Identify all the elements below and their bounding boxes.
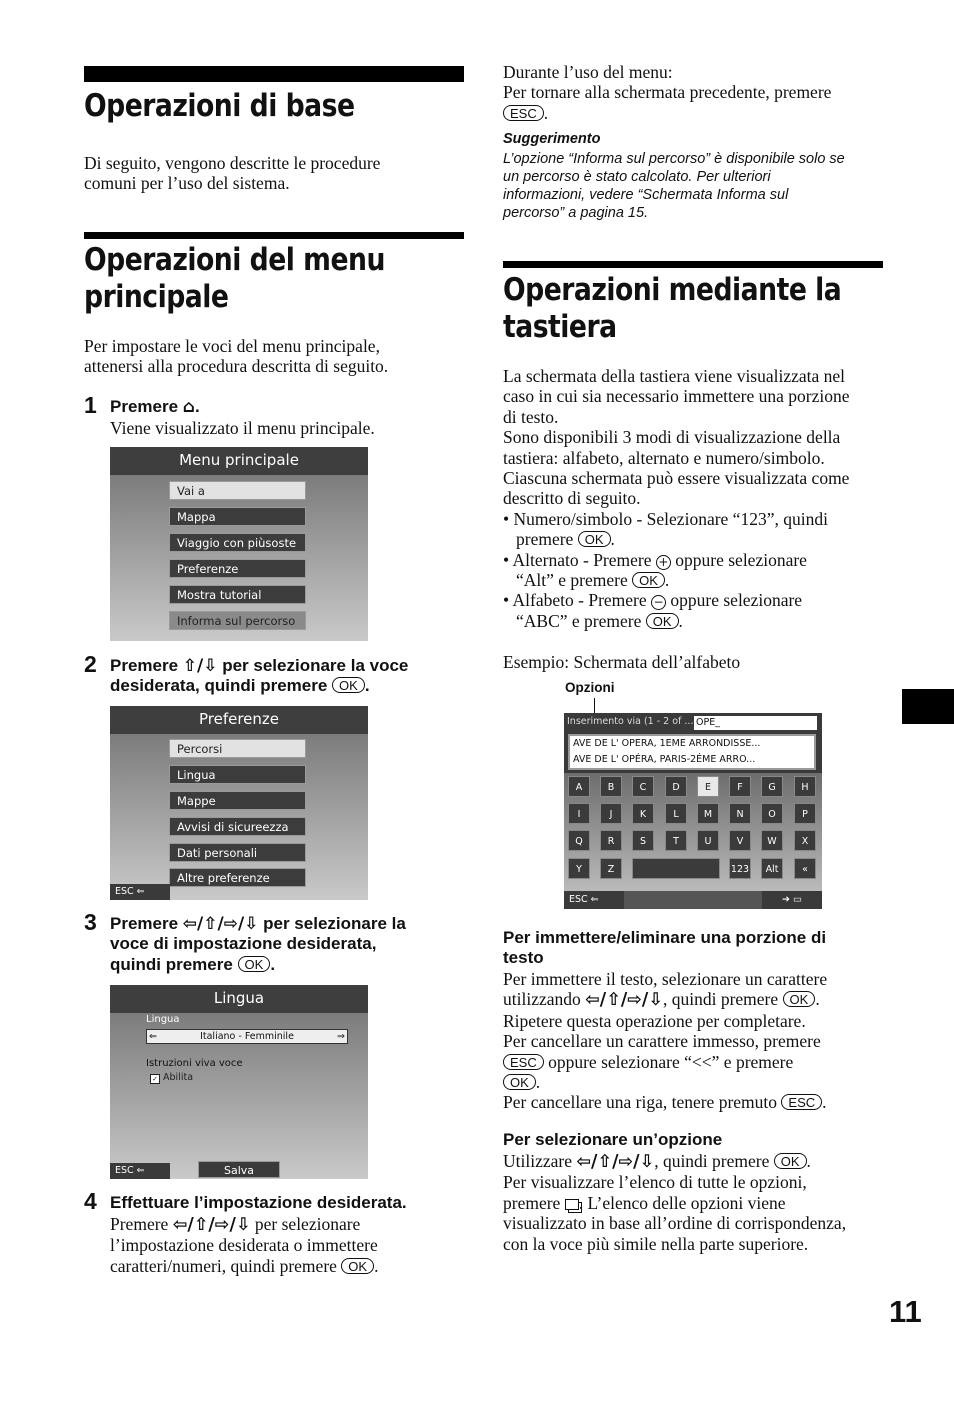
key-Q[interactable]: Q <box>568 830 590 851</box>
screen-title: Menu principale <box>179 451 299 469</box>
voice-checkbox[interactable]: ✓ Abilita <box>150 1072 193 1084</box>
step-number: 1 <box>84 392 97 418</box>
step-title: Premere ⇧/⇩ per selezionare la voce desiderata, quindi premere OK . <box>110 656 409 696</box>
zoom-in-icon: + <box>656 555 671 570</box>
ok-key-icon: OK <box>503 1074 536 1090</box>
section-rule <box>84 66 464 82</box>
results-list <box>568 734 816 770</box>
list-item[interactable]: AVE DE L' OPERA, 1EME ARRONDISSE... <box>573 738 761 749</box>
checkbox-icon[interactable]: ✓ <box>150 1074 160 1084</box>
key-W[interactable]: W <box>761 830 783 851</box>
four-arrows-icon: ⇦/⇧/⇨/⇩ <box>182 914 259 934</box>
key-I[interactable]: I <box>568 803 590 824</box>
key-D[interactable]: D <box>665 776 687 797</box>
step-number: 2 <box>84 651 97 677</box>
menu-item[interactable]: Mostra tutorial <box>169 585 306 604</box>
section-rule <box>84 232 464 239</box>
section-title: Operazioni mediante la tastiera <box>503 272 842 345</box>
section-intro: Per impostare le voci del menu principale, attenersi alla procedura descritta di seguito. <box>84 336 389 377</box>
step-body: Premere ⇦/⇧/⇨/⇩ per selezionare l’impostazione desiderata o immettere caratteri/numeri, quindi premere OK . <box>110 1214 379 1276</box>
ok-key-icon: OK <box>238 956 271 972</box>
ok-key-icon: OK <box>646 613 679 629</box>
esc-key-icon: ESC <box>781 1094 822 1110</box>
space-key[interactable] <box>632 858 720 879</box>
menu-item[interactable]: Altre preferenze <box>169 868 306 887</box>
four-arrows-icon: ⇦/⇧/⇨/⇩ <box>576 1152 655 1172</box>
esc-button[interactable]: ESC ⇐ <box>564 891 624 909</box>
key-T[interactable]: T <box>665 830 687 851</box>
field-label: Istruzioni viva voce <box>146 1058 243 1069</box>
step-title: Premere ⇦/⇧/⇨/⇩ per selezionare la voce di impostazione desiderata, quindi premere OK . <box>110 914 406 974</box>
list-item[interactable]: AVE DE L' OPÉRA, PARIS-2ÉME ARRO... <box>573 754 756 765</box>
page-number: 11 <box>889 1294 922 1329</box>
key-K[interactable]: K <box>632 803 654 824</box>
menu-item[interactable]: Mappa <box>169 507 306 526</box>
key-M[interactable]: M <box>697 803 719 824</box>
key-R[interactable]: R <box>600 830 622 851</box>
numeric-mode-key[interactable]: 123 <box>729 858 751 879</box>
step-number: 4 <box>84 1188 97 1214</box>
home-icon: ⌂ <box>182 397 195 417</box>
options-callout: Opzioni <box>565 680 615 695</box>
save-button[interactable]: Salva <box>198 1161 280 1178</box>
menu-item[interactable]: Viaggio con piùsoste <box>169 533 306 552</box>
subsection-title: Per selezionare un’opzione <box>503 1130 723 1149</box>
keyboard-screen <box>564 713 822 909</box>
key-F[interactable]: F <box>729 776 751 797</box>
arrow-right-icon[interactable]: ⇒ <box>337 1031 345 1042</box>
section-intro: Di seguito, vengono descritte le procedure comuni per l’uso del sistema. <box>84 153 381 194</box>
menu-screen <box>110 447 368 641</box>
subsection-title: Per immettere/eliminare una porzione di testo <box>503 928 827 968</box>
menu-item[interactable]: Percorsi <box>169 739 306 758</box>
four-arrows-icon: ⇦/⇧/⇨/⇩ <box>585 990 663 1011</box>
subsection-body: Per immettere il testo, selezionare un carattere utilizzando ⇦/⇧/⇨/⇩, quindi premere OK . Ripetere questa operazione per completare. Per cancellare un carattere immesso, premere ESC oppure selezionare “<<” e premere OK . Per cancellare una riga, tenere premuto ESC . <box>503 969 828 1113</box>
key-Y[interactable]: Y <box>568 858 590 879</box>
alt-mode-key[interactable]: Alt <box>761 858 783 879</box>
section-tab <box>902 689 954 724</box>
esc-key-icon: ESC <box>503 1054 544 1070</box>
key-B[interactable]: B <box>600 776 622 797</box>
ok-key-icon: OK <box>341 1258 374 1274</box>
prefs-screen <box>110 706 368 900</box>
key-E[interactable]: E <box>697 776 719 797</box>
tip-text: L’opzione “Informa sul percorso” è disponibile solo se un percorso è stato calcolato. Per ulteriori informazioni, vedere “Schermata Informa sul percorso” a pagina 15. <box>503 151 845 221</box>
esc-button[interactable]: ESC ⇐ <box>110 884 170 900</box>
step-number: 3 <box>84 909 97 935</box>
key-P[interactable]: P <box>794 803 816 824</box>
field-label: Lingua <box>146 1014 180 1025</box>
esc-button[interactable]: ESC ⇐ <box>110 1163 170 1179</box>
up-down-arrows-icon: ⇧/⇩ <box>182 656 218 676</box>
menu-item[interactable]: Dati personali <box>169 843 306 862</box>
key-C[interactable]: C <box>632 776 654 797</box>
step-title: Effettuare l’impostazione desiderata. <box>110 1193 407 1212</box>
language-select[interactable]: ⇐ Italiano - Femminile ⇒ <box>146 1029 348 1044</box>
ok-key-icon: OK <box>774 1153 807 1169</box>
key-G[interactable]: G <box>761 776 783 797</box>
menu-item[interactable]: Informa sul percorso <box>169 611 306 630</box>
key-V[interactable]: V <box>729 830 751 851</box>
step-body: Viene visualizzato il menu principale. <box>110 418 375 438</box>
subsection-body: Utilizzare ⇦/⇧/⇨/⇩, quindi premere OK . Per visualizzare l’elenco di tutte le opzioni, premere . L’elenco delle opzioni viene visualizzato in base all’ordine di corrispondenza, con la voce più simile nella parte superiore. <box>503 1151 847 1254</box>
section-title: Operazioni del menu principale <box>84 242 385 315</box>
tip-title: Suggerimento <box>503 131 601 147</box>
menu-item[interactable]: Preferenze <box>169 559 306 578</box>
section-paragraph: La schermata della tastiera viene visualizzata nel caso in cui sia necessario immettere una porzione di testo. Sono disponibili 3 modi di visualizzazione della tastiera: alfabeto, alternato e numero/simbolo. Ciascuna schermata può essere visualizzata come descritto di seguito. • Numero/simbolo - Selezionare “123”, quindi premere OK . • Alternato - Premere + oppure selezionare “Alt” e premere OK . • Alfabeto - Premere − oppure selezionare “ABC” e premere OK . Esempio: Schermata dell’alfabeto <box>503 366 850 672</box>
menu-intro: Durante l’uso del menu: Per tornare alla schermata precedente, premere ESC . <box>503 62 832 123</box>
key-L[interactable]: L <box>665 803 687 824</box>
menu-item[interactable]: Avvisi di sicureezza <box>169 817 306 836</box>
key-O[interactable]: O <box>761 803 783 824</box>
backspace-key[interactable]: « <box>794 858 816 879</box>
step-title: Premere ⌂. <box>110 397 200 417</box>
ok-key-icon: OK <box>332 677 365 693</box>
zoom-out-icon: − <box>651 595 666 610</box>
key-A[interactable]: A <box>568 776 590 797</box>
menu-item[interactable]: Vai a <box>169 481 306 500</box>
key-S[interactable]: S <box>632 830 654 851</box>
four-arrows-icon: ⇦/⇧/⇨/⇩ <box>172 1215 251 1235</box>
key-Z[interactable]: Z <box>600 858 622 879</box>
esc-key-icon: ESC <box>503 105 544 121</box>
section-rule <box>503 261 883 268</box>
key-H[interactable]: H <box>794 776 816 797</box>
search-input[interactable]: OPE_ <box>694 716 817 730</box>
key-X[interactable]: X <box>794 830 816 851</box>
screen-title: Lingua <box>213 989 265 1007</box>
menu-item[interactable]: Lingua <box>169 765 306 784</box>
ok-key-icon: OK <box>783 991 816 1007</box>
lingua-screen <box>110 985 368 1179</box>
options-button[interactable]: ➔ ▭ <box>762 891 822 909</box>
arrow-left-icon[interactable]: ⇐ <box>149 1031 157 1042</box>
section-title: Operazioni di base <box>84 88 355 124</box>
key-J[interactable]: J <box>600 803 622 824</box>
input-label: Inserimento via (1 - 2 of ... <box>567 716 694 727</box>
ok-key-icon: OK <box>578 531 611 547</box>
key-N[interactable]: N <box>729 803 751 824</box>
ok-key-icon: OK <box>632 572 665 588</box>
key-U[interactable]: U <box>697 830 719 851</box>
screen-title: Preferenze <box>198 710 280 728</box>
options-list-icon <box>565 1199 579 1210</box>
menu-item[interactable]: Mappe <box>169 791 306 810</box>
